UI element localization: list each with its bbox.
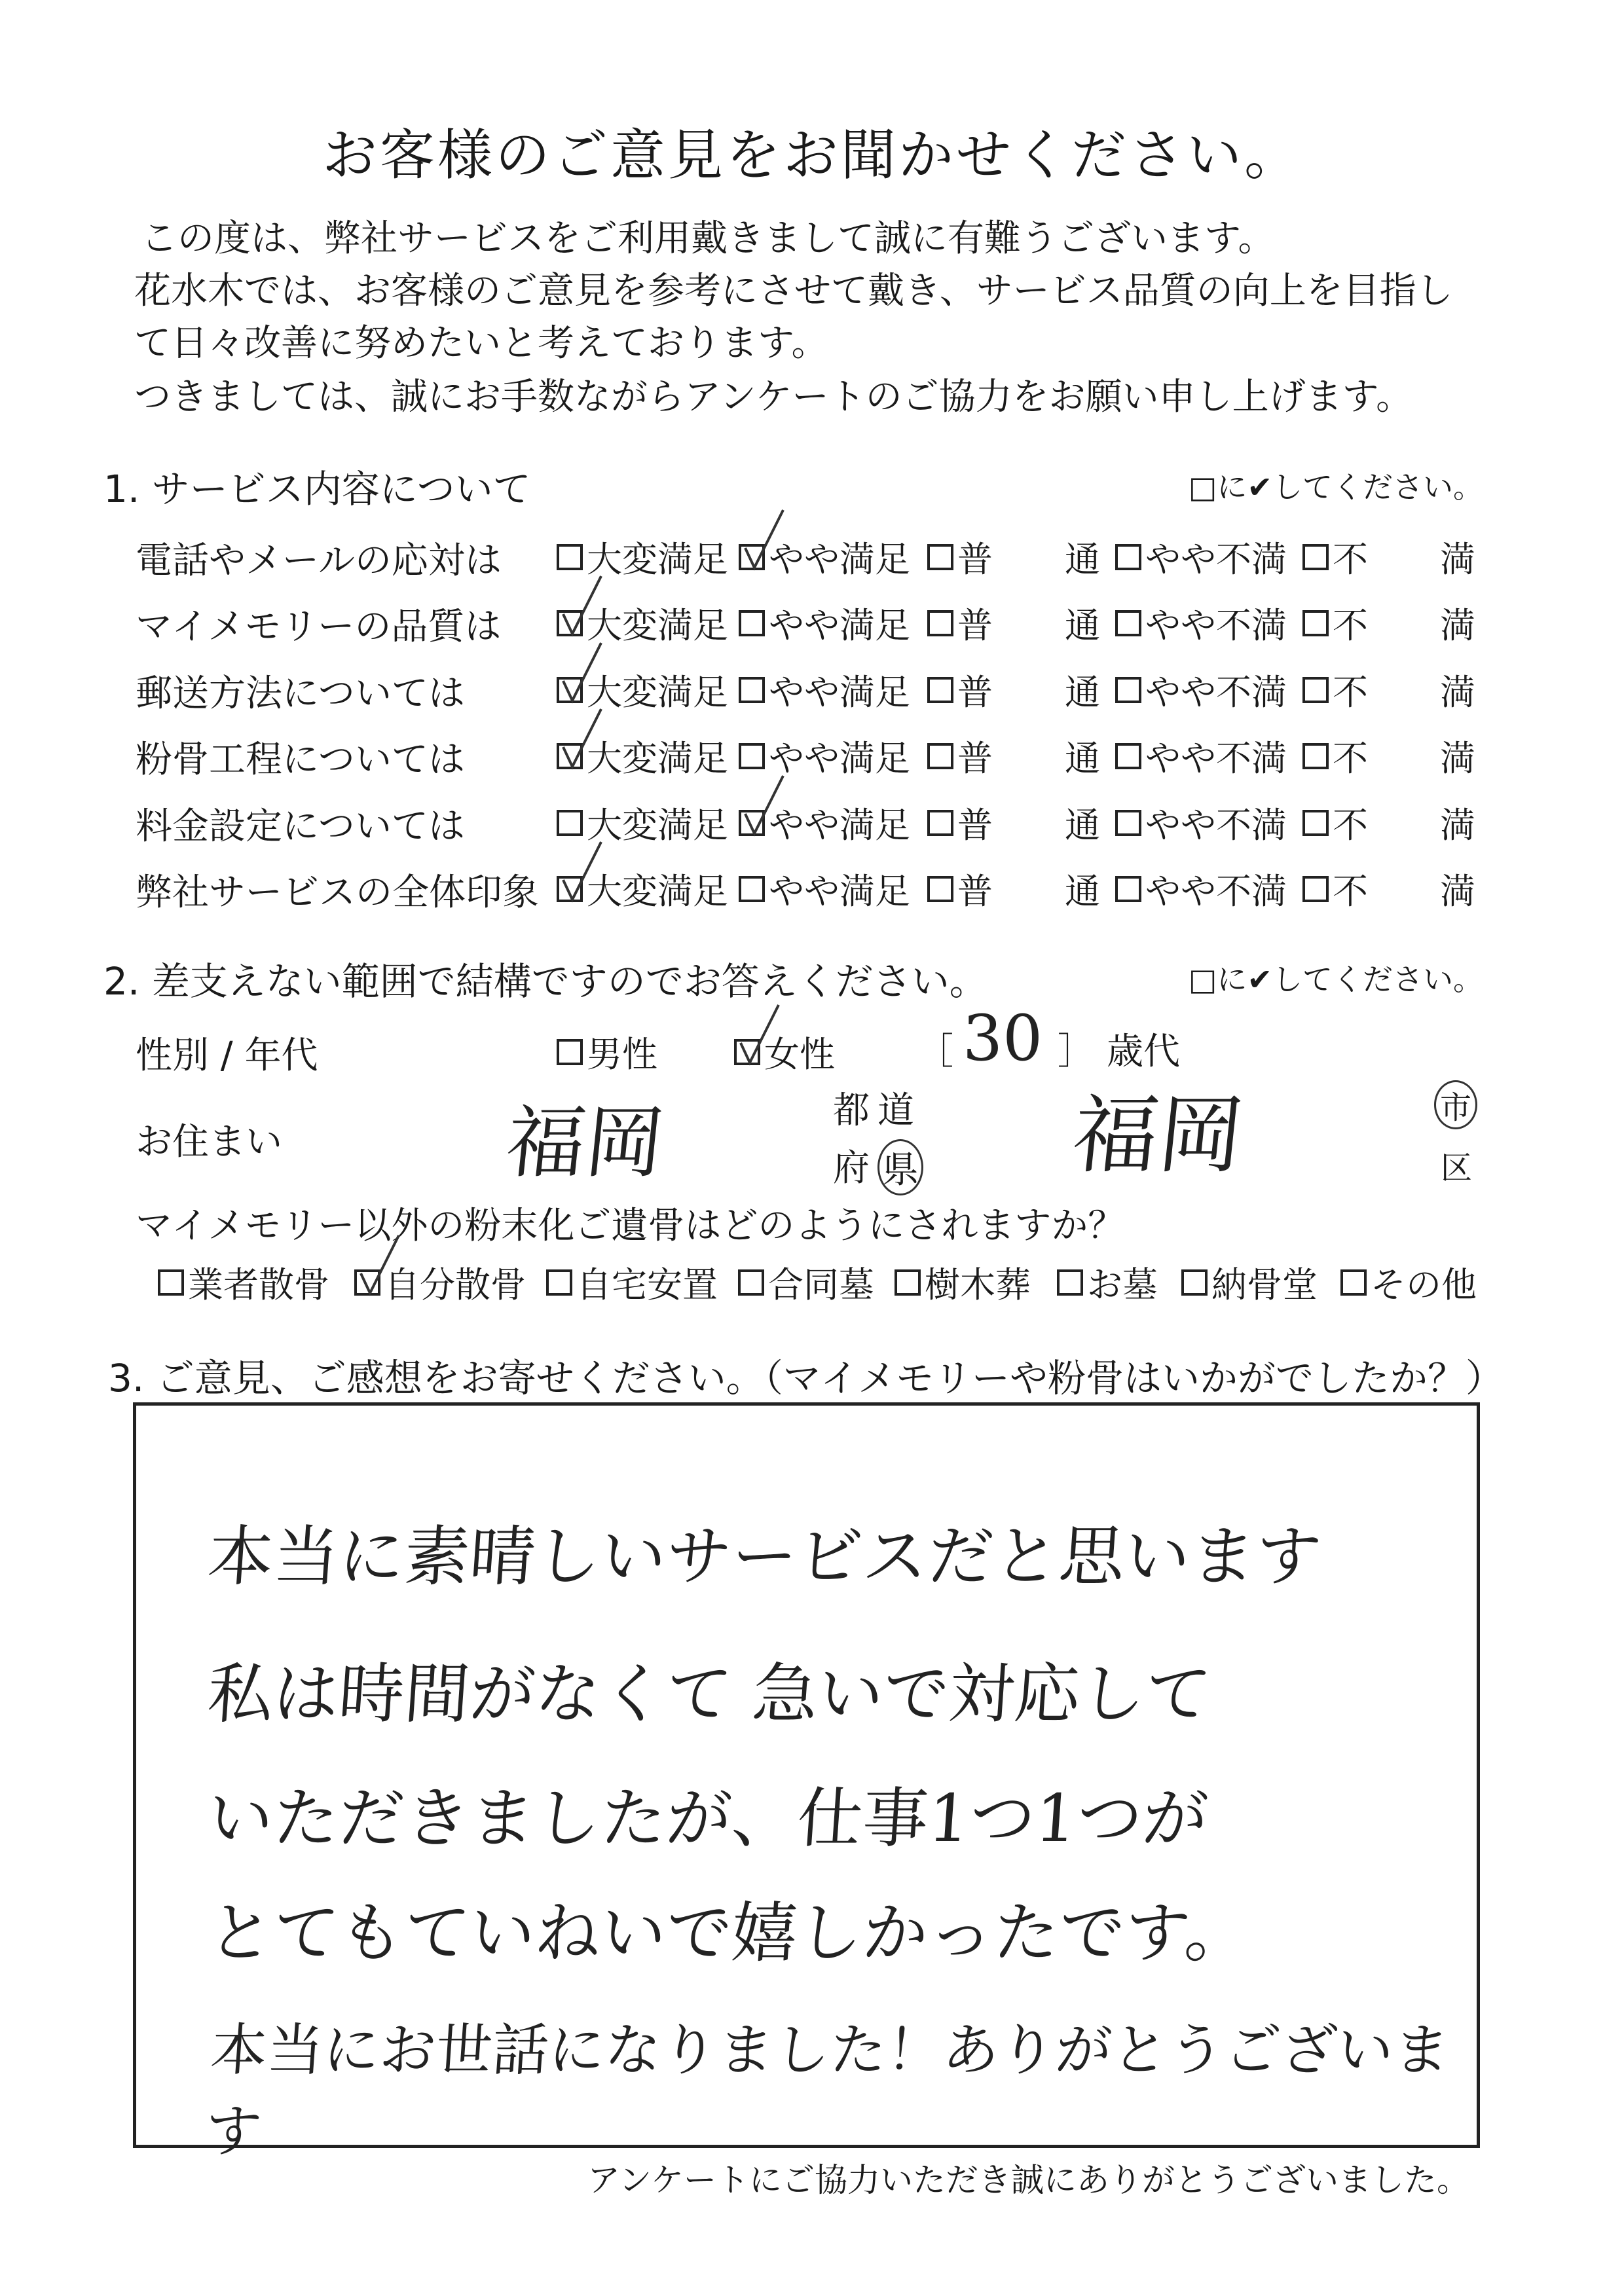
checkmark-icon (561, 706, 606, 772)
gender-age-label: 性別 / 年代 (136, 1034, 318, 1077)
checkbox[interactable] (158, 1269, 184, 1296)
option-label: 大変満足 (587, 672, 728, 713)
checkbox[interactable] (557, 677, 583, 703)
disposal-option[interactable] (1181, 1257, 1318, 1307)
option-label: 普通 (957, 871, 1172, 912)
question-label: 粉骨工程については (136, 738, 465, 781)
checkbox[interactable] (1115, 677, 1141, 703)
pref-ken-circled: 県 (877, 1139, 923, 1195)
option-label: 不満 (1333, 871, 1547, 912)
option-label: 合同墓 (768, 1264, 874, 1305)
section1-heading: 1. サービス内容について (103, 467, 531, 511)
checkbox[interactable] (354, 1269, 380, 1296)
checkbox[interactable] (739, 610, 765, 636)
option-label: 業者散骨 (188, 1264, 329, 1305)
checkbox[interactable] (927, 544, 953, 570)
checkmark-icon (561, 574, 606, 639)
rating-option[interactable] (927, 864, 1172, 914)
checkmark-icon (738, 1002, 784, 1068)
checkbox[interactable] (1057, 1269, 1083, 1296)
checkbox[interactable] (738, 1269, 764, 1296)
option-label: やや満足 (769, 738, 910, 779)
checkbox[interactable] (557, 743, 583, 769)
comment-box[interactable] (133, 1402, 1480, 2164)
option-label: 普通 (957, 672, 1172, 713)
disposal-option[interactable] (158, 1257, 329, 1307)
checkbox[interactable] (927, 743, 953, 769)
checkbox[interactable] (1115, 810, 1141, 836)
checkbox[interactable] (557, 1039, 583, 1065)
checkbox[interactable] (1115, 610, 1141, 636)
disposal-option[interactable] (1057, 1257, 1158, 1307)
checkbox[interactable] (1340, 1269, 1367, 1296)
pref-do: 道 (877, 1089, 914, 1132)
option-male[interactable] (557, 1027, 657, 1077)
disposal-option[interactable] (738, 1257, 874, 1307)
checkmark-icon (743, 507, 788, 573)
page-title: お客様のご意見をお聞かせください。 (322, 123, 1302, 187)
disposal-option[interactable] (354, 1257, 526, 1307)
intro-line: 花水木では、お客様のご意見を参考にさせて戴き、サービス品質の向上を目指し (134, 270, 1453, 312)
option-label: 大変満足 (587, 605, 728, 646)
option-label: やや不満 (1145, 805, 1287, 846)
checkmark-icon (561, 839, 606, 905)
checkbox[interactable] (557, 610, 583, 636)
option-label: 不満 (1333, 605, 1547, 646)
comment-line: とてもていねいで嬉しかったです。 (205, 1895, 1253, 1971)
question-label: 郵送方法については (136, 672, 465, 715)
intro-line: この度は、弊社サービスをご利用戴きまして誠に有難うございます。 (141, 217, 1275, 260)
rating-option[interactable] (927, 598, 1172, 648)
option-label: 不満 (1333, 805, 1547, 846)
option-label: やや満足 (769, 672, 910, 713)
pref-to: 都 (833, 1089, 870, 1132)
rating-option[interactable] (557, 731, 728, 781)
checkbox[interactable] (557, 876, 583, 902)
option-label: 男性 (587, 1034, 657, 1075)
option-label: 普通 (957, 805, 1172, 846)
checkbox[interactable] (927, 610, 953, 636)
option-label: 不満 (1333, 738, 1547, 779)
section2-heading: 2. 差支えない範囲で結構ですのでお答えください。 (103, 959, 987, 1004)
prefecture-value[interactable]: 福岡 (502, 1098, 669, 1189)
checkbox[interactable] (1181, 1269, 1208, 1296)
option-label: やや不満 (1145, 605, 1287, 646)
checkbox[interactable] (1115, 743, 1141, 769)
checkbox[interactable] (739, 810, 765, 836)
option-label: 大変満足 (587, 539, 728, 580)
checkbox[interactable] (927, 677, 953, 703)
rating-option[interactable] (1302, 864, 1547, 914)
rating-option[interactable] (927, 731, 1172, 781)
checkbox[interactable] (1302, 610, 1329, 636)
rating-option[interactable] (1115, 864, 1287, 914)
question-label: 料金設定については (136, 805, 465, 848)
rating-option[interactable] (739, 797, 910, 848)
rating-option[interactable] (927, 665, 1172, 715)
option-label: 大変満足 (587, 738, 728, 779)
age-suffix: 歳代 (1107, 1030, 1180, 1073)
residence-label: お住まい (136, 1121, 282, 1163)
intro-line: て日々改善に努めたいと考えております。 (134, 322, 828, 365)
age-value[interactable]: 30 (963, 1002, 1043, 1075)
checkbox[interactable] (739, 876, 765, 902)
option-label: 普通 (957, 738, 1172, 779)
option-label: 普通 (957, 605, 1172, 646)
checkbox[interactable] (1115, 876, 1141, 902)
checkmark-icon (358, 1233, 404, 1298)
checkbox[interactable] (927, 876, 953, 902)
rating-option[interactable] (557, 864, 728, 914)
city-ku: 区 (1441, 1150, 1473, 1186)
option-label: やや満足 (769, 605, 910, 646)
checkbox[interactable] (739, 677, 765, 703)
intro-line: つきましては、誠にお手数ながらアンケートのご協力をお願い申し上げます。 (134, 376, 1413, 418)
option-label: 樹木葬 (925, 1264, 1031, 1305)
option-label: 普通 (957, 539, 1172, 580)
question-label: 弊社サービスの全体印象 (136, 871, 539, 914)
option-label: 不満 (1333, 539, 1547, 580)
comment-line: 私は時間がなくて 急いで対応して (205, 1656, 1214, 1732)
option-label: やや不満 (1145, 738, 1287, 779)
comment-line: いただきましたが、仕事1つ1つが (205, 1780, 1211, 1857)
rating-option[interactable] (927, 532, 1172, 582)
option-label: 自分散骨 (384, 1264, 526, 1305)
checkbox[interactable] (1302, 810, 1329, 836)
checkbox[interactable] (1302, 544, 1329, 570)
option-label: 不満 (1333, 672, 1547, 713)
option-label: その他 (1371, 1264, 1477, 1305)
disposal-option[interactable] (895, 1257, 1031, 1307)
option-label: お墓 (1087, 1264, 1158, 1305)
checkbox[interactable] (1302, 876, 1329, 902)
checkbox[interactable] (557, 810, 583, 836)
option-label: やや不満 (1145, 539, 1287, 580)
city-value[interactable]: 福岡 (1067, 1085, 1249, 1185)
option-label: 自宅安置 (576, 1264, 718, 1305)
disposal-option[interactable] (1340, 1257, 1477, 1307)
rating-option[interactable] (1302, 731, 1547, 781)
rating-option[interactable] (739, 532, 910, 582)
option-label: やや不満 (1145, 871, 1287, 912)
rating-option[interactable] (739, 665, 910, 715)
rating-option[interactable] (1302, 598, 1547, 648)
section3-heading: 3. ご意見、ご感想をお寄せください。（マイメモリーや粉骨はいかがでしたか？） (108, 1356, 1504, 1400)
option-label: 女性 (764, 1034, 835, 1075)
checkbox[interactable] (1302, 677, 1329, 703)
pref-fu: 府 (833, 1147, 870, 1190)
rating-option[interactable] (739, 864, 910, 914)
checkbox[interactable] (1115, 544, 1141, 570)
question-label: 電話やメールの応対は (136, 539, 502, 582)
option-label: やや満足 (769, 539, 910, 580)
footer-thanks: アンケートにご協力いただき誠にありがとうございました。 (587, 2161, 1469, 2199)
disposal-question: マイメモリー以外の粉末化ご遺骨はどのようにされますか？ (136, 1205, 1125, 1247)
rating-option[interactable] (1302, 797, 1547, 848)
option-female[interactable] (734, 1027, 835, 1077)
checkbox[interactable] (895, 1269, 921, 1296)
rating-option[interactable] (1302, 532, 1547, 582)
check-instruction: □に✔してください。 (1189, 962, 1484, 997)
question-label: マイメモリーの品質は (136, 606, 502, 648)
checkbox[interactable] (739, 743, 765, 769)
rating-option[interactable] (1115, 598, 1287, 648)
rating-option[interactable] (1115, 532, 1287, 582)
checkbox[interactable] (927, 810, 953, 836)
option-label: 大変満足 (587, 805, 728, 846)
rating-option[interactable] (1115, 665, 1287, 715)
option-label: 納骨堂 (1211, 1264, 1318, 1305)
age-bracket-open: ［ (917, 1030, 953, 1073)
checkbox[interactable] (557, 544, 583, 570)
option-label: 大変満足 (587, 871, 728, 912)
checkbox[interactable] (739, 544, 765, 570)
age-bracket-close: ］ (1058, 1030, 1094, 1073)
checkbox[interactable] (546, 1269, 572, 1296)
option-label: やや満足 (769, 805, 910, 846)
checkmark-icon (743, 773, 788, 839)
checkmark-icon (561, 640, 606, 706)
rating-option[interactable] (1115, 731, 1287, 781)
city-shi-circled: 市 (1434, 1080, 1477, 1129)
rating-option[interactable] (927, 797, 1172, 848)
checkbox[interactable] (734, 1039, 760, 1065)
comment-line: 本当にお世話になりました！ありがとうございます (202, 2018, 1452, 2164)
check-instruction: □に✔してください。 (1189, 469, 1484, 505)
disposal-option[interactable] (546, 1257, 718, 1307)
rating-option[interactable] (739, 598, 910, 648)
rating-option[interactable] (1302, 665, 1547, 715)
rating-option[interactable] (1115, 797, 1287, 848)
comment-line: 本当に素晴しいサービスだと思います (205, 1518, 1324, 1595)
checkbox[interactable] (1302, 743, 1329, 769)
option-label: やや不満 (1145, 672, 1287, 713)
option-label: やや満足 (769, 871, 910, 912)
